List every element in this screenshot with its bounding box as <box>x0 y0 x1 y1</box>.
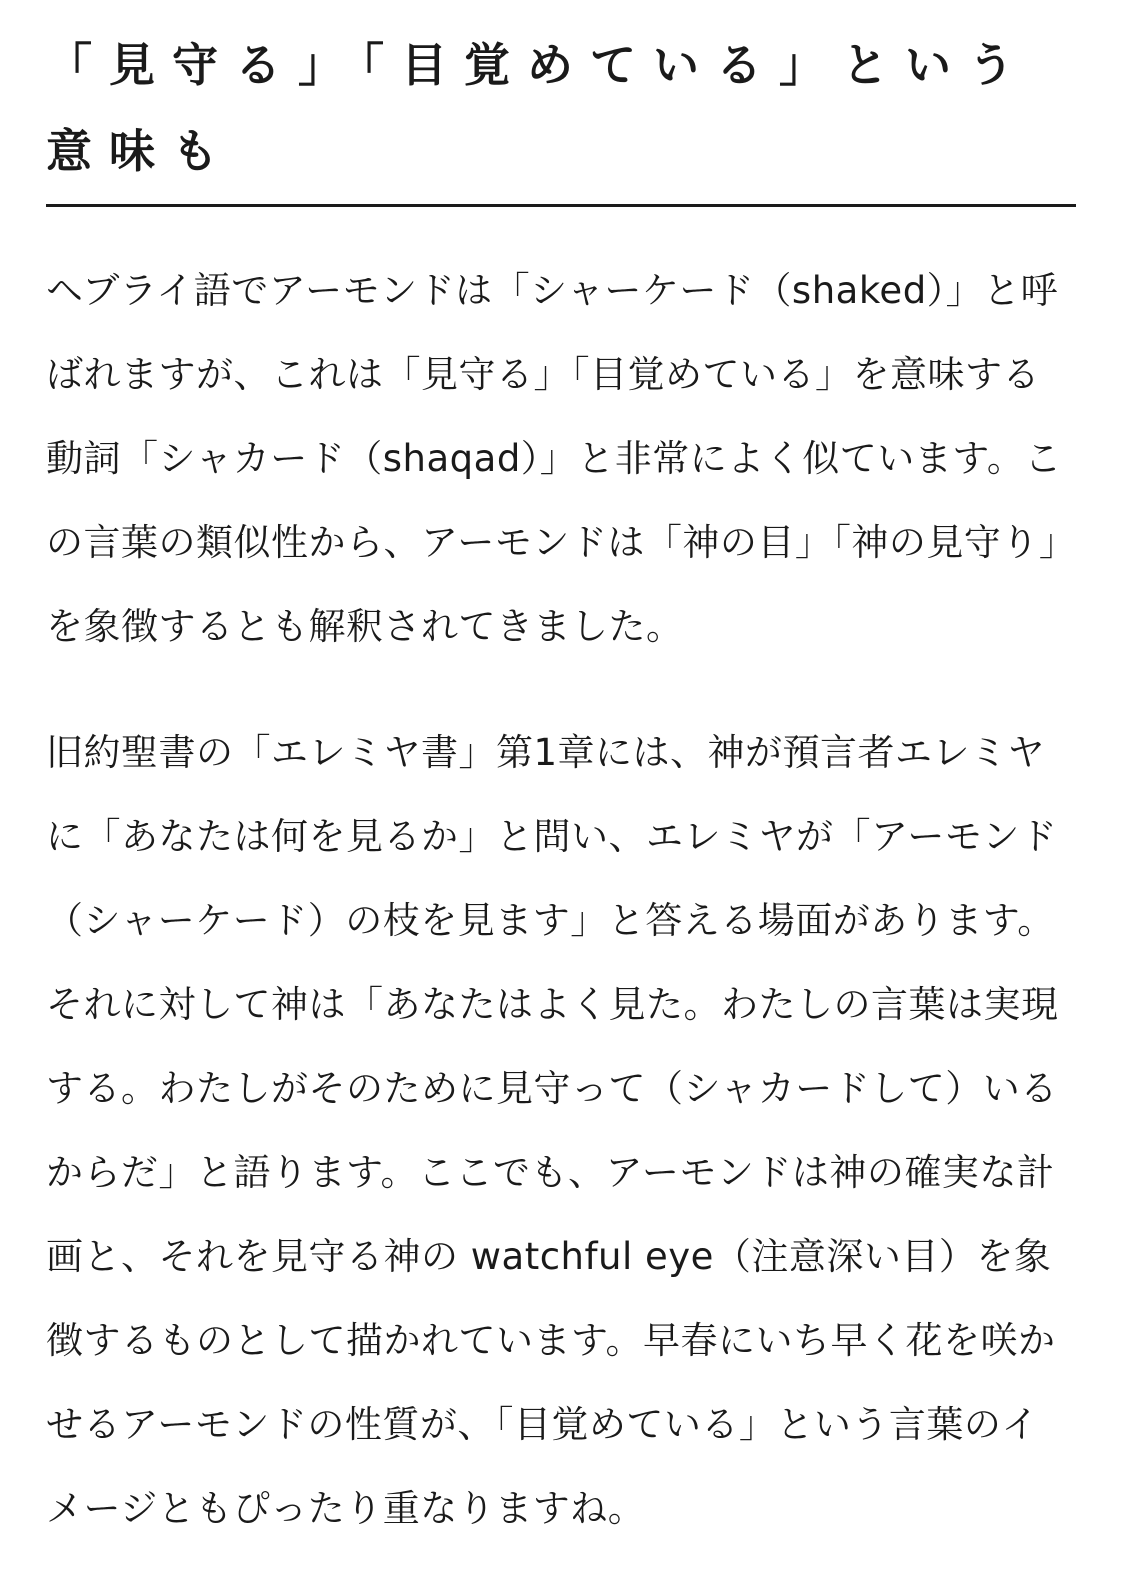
paragraph-jeremiah: 旧約聖書の「エレミヤ書」第1章には、神が預言者エレミヤに「あなたは何を見るか」と問い、エレミヤが「アーモンド（シャーケード）の枝を見ます」と答える場面があります。それに対して神は「あなたはよく見た。わたしの言葉は実現する。わたしがそのために見守って（シャカードして）いるからだ」と語ります。ここでも、アーモンドは神の確実な計画と、それを見守る神の watchful eye（注意深い目）を象徴するものとして描かれています。早春にいち早く花を咲かせるアーモンドの性質が、「目覚めている」という言葉のイメージともぴったり重なりますね。 <box>46 731 1059 1530</box>
article <box>46 0 1076 1551</box>
paragraph-shaked: ヘブライ語でアーモンドは「シャーケード（shaked）」と呼ばれますが、これは「見守る」「目覚めている」を意味する動詞「シャカード（shaqad）」と非常によく似ています。この言葉の類似性から、アーモンドは「神の目」「神の見守り」を象徴するとも解釈されてきました。 <box>46 269 1062 648</box>
section-heading: 「見守る」「目覚めている」という意味も <box>46 38 1031 178</box>
heading-divider <box>46 204 1076 207</box>
